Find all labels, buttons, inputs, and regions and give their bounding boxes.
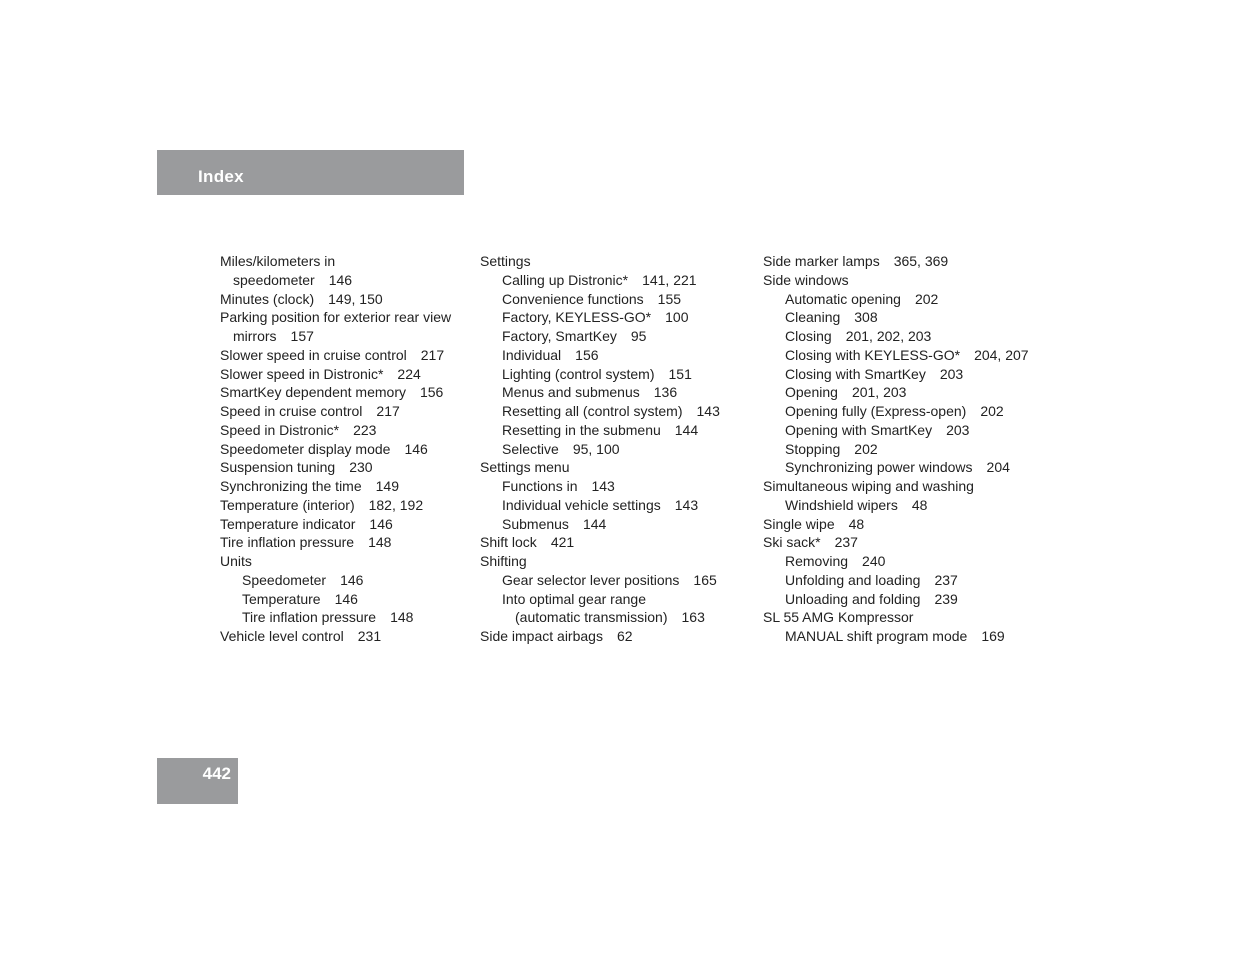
index-entry: [763, 421, 1029, 440]
index-entry: [480, 440, 720, 459]
index-term: Settings: [480, 253, 531, 269]
index-term: Resetting all (control system): [502, 403, 683, 419]
index-term: Individual vehicle settings: [502, 496, 661, 513]
index-page-ref[interactable]: 143: [674, 496, 699, 513]
index-term: Settings menu: [480, 459, 570, 476]
index-page-ref[interactable]: 217: [420, 346, 445, 363]
index-page-ref[interactable]: 136: [653, 384, 678, 401]
index-entry: [220, 421, 451, 440]
section-title: Index: [198, 167, 244, 186]
index-entry: [480, 308, 720, 327]
section-header-tab: [157, 150, 464, 195]
index-page-ref[interactable]: 48: [911, 496, 928, 513]
index-term: Opening: [785, 384, 838, 401]
index-entry: [220, 365, 451, 384]
index-entry: [480, 627, 720, 646]
index-entry: [763, 496, 1029, 515]
index-term: Speed in cruise control: [220, 403, 363, 419]
index-page-ref[interactable]: 146: [328, 271, 353, 288]
index-term: (automatic transmission): [515, 609, 668, 626]
index-term: Individual: [502, 346, 562, 363]
index-entry: [763, 271, 1029, 290]
index-term: Into optimal gear range: [502, 590, 646, 607]
index-entry: [480, 496, 720, 515]
index-term: Slower speed in cruise control: [220, 346, 407, 363]
index-term: Parking position for exterior rear view: [220, 309, 452, 326]
index-entry: [220, 402, 451, 421]
index-entry: [220, 477, 451, 496]
index-column-2: [480, 252, 720, 646]
index-page-ref[interactable]: 48: [848, 515, 865, 532]
index-term: Closing: [785, 328, 832, 344]
index-entry: [480, 533, 720, 552]
index-page-ref[interactable]: 202: [980, 403, 1004, 419]
index-page-ref[interactable]: 169: [981, 628, 1005, 644]
index-term: Side marker lamps: [763, 253, 880, 269]
index-term: Miles/kilometers in: [220, 253, 336, 269]
index-term: Side windows: [763, 271, 849, 288]
index-term: MANUAL shift program mode: [785, 628, 968, 644]
index-entry: [763, 533, 1029, 552]
index-term: Shifting: [480, 553, 527, 569]
index-entry: [480, 571, 720, 590]
index-term: Unloading and folding: [785, 590, 921, 607]
index-entry: [763, 346, 1029, 365]
index-page-ref[interactable]: 149: [375, 478, 399, 494]
index-term: Slower speed in Distronic*: [220, 365, 384, 382]
index-entry: [220, 571, 451, 590]
index-entry: [220, 346, 451, 365]
index-entry: [220, 271, 451, 290]
index-entry: [763, 383, 1029, 402]
index-term: Simultaneous wiping and washing: [763, 478, 974, 494]
index-entry: [220, 515, 451, 534]
index-term: Closing with SmartKey: [785, 365, 926, 382]
page-number-tab: [157, 758, 238, 804]
page-number: 442: [202, 764, 231, 783]
index-term: Closing with KEYLESS-GO*: [785, 346, 961, 363]
index-term: Resetting in the submenu: [502, 421, 661, 438]
index-page-ref[interactable]: 155: [657, 290, 682, 307]
index-page-ref[interactable]: 157: [290, 328, 314, 344]
index-entry: [763, 252, 1029, 271]
index-page-ref[interactable]: 100: [665, 309, 689, 326]
index-page-ref[interactable]: 237: [834, 534, 858, 551]
index-page-ref[interactable]: 148: [368, 534, 392, 551]
index-page-ref[interactable]: 146: [340, 571, 364, 588]
index-entry: [763, 552, 1029, 571]
index-page-ref[interactable]: 203: [946, 421, 970, 438]
index-entry: [763, 327, 1029, 346]
index-entry: [220, 327, 451, 346]
index-page-ref[interactable]: 421: [550, 534, 575, 551]
index-term: Menus and submenus: [502, 384, 640, 401]
index-page-ref[interactable]: 201, 202, 203: [845, 328, 932, 344]
index-term: Ski sack*: [763, 534, 821, 551]
index-column-1: [220, 252, 451, 646]
index-page-ref[interactable]: 151: [668, 365, 692, 382]
index-entry: [763, 571, 1029, 590]
index-entry: [480, 327, 720, 346]
index-term: mirrors: [233, 328, 277, 344]
index-term: Tire inflation pressure: [242, 609, 377, 626]
index-term: Calling up Distronic*: [502, 271, 629, 288]
index-page-ref[interactable]: 149, 150: [328, 290, 383, 307]
index-page-ref[interactable]: 202: [854, 440, 878, 457]
index-entry: [480, 608, 720, 627]
index-term: Suspension tuning: [220, 459, 336, 476]
index-term: Synchronizing the time: [220, 478, 362, 494]
index-page-ref[interactable]: 202: [914, 290, 939, 307]
index-term: Factory, KEYLESS-GO*: [502, 309, 652, 326]
index-term: Shift lock: [480, 534, 537, 551]
index-page-ref[interactable]: 204, 207: [974, 346, 1029, 363]
index-term: Cleaning: [785, 309, 841, 326]
index-term: Speedometer: [242, 571, 327, 588]
index-term: SL 55 AMG Kompressor: [763, 609, 914, 626]
index-term: Submenus: [502, 515, 569, 532]
index-entry: [480, 346, 720, 365]
index-entry: [220, 458, 451, 477]
index-term: Gear selector lever positions: [502, 571, 680, 588]
index-term: Single wipe: [763, 515, 835, 532]
index-entry: [480, 515, 720, 534]
index-entry: [763, 365, 1029, 384]
index-entry: [763, 440, 1029, 459]
index-page-ref[interactable]: 143: [696, 403, 720, 419]
index-page-ref[interactable]: 95: [630, 328, 647, 344]
index-page-ref[interactable]: 239: [934, 590, 958, 607]
index-term: Opening with SmartKey: [785, 421, 933, 438]
index-entry: [220, 627, 451, 646]
index-term: Factory, SmartKey: [502, 328, 617, 344]
index-term: Speedometer display mode: [220, 440, 391, 457]
index-term: Selective: [502, 440, 559, 457]
index-term: Lighting (control system): [502, 365, 655, 382]
index-term: Synchronizing power windows: [785, 459, 973, 476]
index-page-ref[interactable]: 146: [404, 440, 428, 457]
index-page-ref[interactable]: 144: [582, 515, 607, 532]
index-column-3: [763, 252, 1029, 646]
index-page-ref[interactable]: 62: [616, 628, 633, 644]
index-term: Functions in: [502, 478, 578, 494]
index-term: speedometer: [233, 271, 315, 288]
index-term: Temperature indicator: [220, 515, 356, 532]
index-page-ref[interactable]: 224: [397, 365, 421, 382]
index-entry: [480, 421, 720, 440]
index-entry: [220, 383, 451, 402]
index-entry: [763, 308, 1029, 327]
index-page-ref[interactable]: 231: [357, 628, 382, 644]
index-page-ref[interactable]: 223: [353, 421, 377, 438]
index-term: Unfolding and loading: [785, 571, 921, 588]
index-entry: [480, 271, 720, 290]
index-entry: [220, 496, 451, 515]
index-entry: [220, 533, 451, 552]
index-entry: [220, 552, 451, 571]
index-entry: [763, 627, 1029, 646]
index-entry: [763, 290, 1029, 309]
index-entry: [480, 590, 720, 609]
index-entry: [220, 290, 451, 309]
index-page-ref[interactable]: 230: [349, 459, 373, 476]
index-entry: [220, 590, 451, 609]
index-term: Side impact airbags: [480, 628, 603, 644]
index-page-ref[interactable]: 146: [369, 515, 393, 532]
index-term: Opening fully (Express-open): [785, 403, 967, 419]
index-page-ref[interactable]: 203: [939, 365, 964, 382]
index-entry: [763, 515, 1029, 534]
index-page-ref[interactable]: 141, 221: [642, 271, 697, 288]
index-page-ref[interactable]: 365, 369: [893, 253, 949, 269]
index-page-ref[interactable]: 182, 192: [368, 496, 424, 513]
index-page-ref[interactable]: 240: [862, 553, 886, 569]
index-page-ref[interactable]: 165: [693, 571, 717, 588]
index-page-ref[interactable]: 163: [681, 609, 705, 626]
index-entry: [220, 308, 451, 327]
index-term: Speed in Distronic*: [220, 421, 340, 438]
index-entry: [220, 440, 451, 459]
index-term: Removing: [785, 553, 849, 569]
index-term: Windshield wipers: [785, 496, 898, 513]
index-term: Units: [220, 553, 252, 569]
index-entry: [763, 477, 1029, 496]
index-entry: [763, 590, 1029, 609]
index-term: Temperature: [242, 590, 321, 607]
index-entry: [480, 290, 720, 309]
index-term: Stopping: [785, 440, 841, 457]
index-entry: [480, 552, 720, 571]
index-page-ref[interactable]: 308: [854, 309, 878, 326]
index-entry: [480, 402, 720, 421]
index-page-ref[interactable]: 144: [674, 421, 699, 438]
index-entry: [480, 365, 720, 384]
index-term: Automatic opening: [785, 290, 901, 307]
index-entry: [480, 458, 720, 477]
index-entry: [220, 252, 451, 271]
index-entry: [763, 458, 1029, 477]
index-entry: [480, 383, 720, 402]
index-entry: [480, 477, 720, 496]
index-page-ref[interactable]: 201, 203: [851, 384, 907, 401]
index-page-ref[interactable]: 237: [934, 571, 958, 588]
index-page-ref[interactable]: 156: [419, 384, 444, 401]
index-page-ref[interactable]: 146: [334, 590, 358, 607]
index-term: Minutes (clock): [220, 290, 315, 307]
index-entry: [220, 608, 451, 627]
index-entry: [480, 252, 720, 271]
index-page-ref[interactable]: 148: [390, 609, 414, 626]
index-term: Vehicle level control: [220, 628, 344, 644]
index-entry: [763, 608, 1029, 627]
index-term: Tire inflation pressure: [220, 534, 355, 551]
index-page-ref[interactable]: 143: [591, 478, 615, 494]
index-page-ref[interactable]: 95, 100: [572, 440, 620, 457]
index-term: Convenience functions: [502, 290, 644, 307]
index-page-ref[interactable]: 156: [575, 346, 599, 363]
index-page-ref[interactable]: 217: [376, 403, 400, 419]
index-term: Temperature (interior): [220, 496, 355, 513]
index-term: SmartKey dependent memory: [220, 384, 406, 401]
index-page-ref[interactable]: 204: [986, 459, 1010, 476]
index-entry: [763, 402, 1029, 421]
